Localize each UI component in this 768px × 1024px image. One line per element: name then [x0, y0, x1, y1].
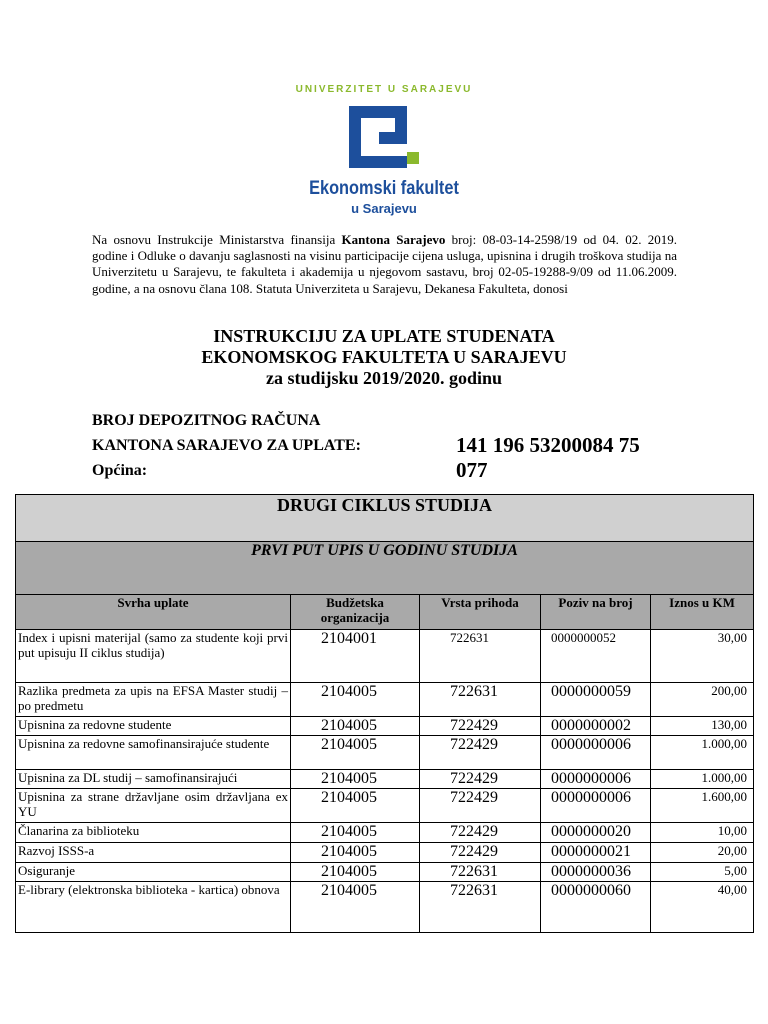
revenue-cell: 722631 [420, 683, 541, 717]
purpose-cell: Članarina za biblioteku [16, 823, 291, 843]
revenue-cell: 722429 [420, 736, 541, 770]
account-label-2: KANTONA SARAJEVO ZA UPLATE: [92, 437, 361, 454]
reference-cell: 0000000006 [541, 789, 651, 823]
amount-cell: 1.600,00 [651, 789, 754, 823]
reference-cell: 0000000006 [541, 736, 651, 770]
account-label-1: BROJ DEPOZITNOG RAČUNA [92, 412, 321, 429]
org-cell: 2104005 [291, 717, 420, 736]
header-purpose: Svrha uplate [16, 595, 291, 630]
table-row [16, 770, 754, 789]
org-cell: 2104005 [291, 863, 420, 882]
purpose-cell: Upisnina za redovne samofinansirajuće studente [16, 736, 291, 770]
purpose-cell: E-library (elektronska biblioteka - kartica) obnova [16, 882, 291, 933]
org-cell: 2104005 [291, 823, 420, 843]
payment-table [15, 494, 754, 933]
revenue-cell: 722429 [420, 823, 541, 843]
reference-cell: 0000000036 [541, 863, 651, 882]
amount-cell: 20,00 [651, 843, 754, 863]
municipality-code: 077 [456, 458, 488, 482]
header-org: Budžetska organizacija [291, 595, 420, 630]
intro-bold: Kantona Sarajevo [341, 232, 446, 247]
table-row [16, 863, 754, 882]
revenue-cell: 722429 [420, 789, 541, 823]
title-line-1: INSTRUKCIJU ZA UPLATE STUDENATA [213, 326, 555, 346]
table-row [16, 630, 754, 683]
reference-cell: 0000000006 [541, 770, 651, 789]
purpose-cell: Upisnina za DL studij – samofinansirajući [16, 770, 291, 789]
amount-cell: 30,00 [651, 630, 754, 683]
reference-cell: 0000000052 [541, 630, 651, 683]
org-cell: 2104005 [291, 736, 420, 770]
org-cell: 2104005 [291, 770, 420, 789]
revenue-cell: 722429 [420, 770, 541, 789]
reference-cell: 0000000021 [541, 843, 651, 863]
org-cell: 2104001 [291, 630, 420, 683]
amount-cell: 40,00 [651, 882, 754, 933]
table-row [16, 736, 754, 770]
faculty-name: Ekonomski fakultet [309, 178, 459, 199]
revenue-cell: 722631 [420, 630, 541, 683]
intro-text-2: broj: 08-03-14-2598/19 od 04. 02. 2019. godine i Odluke o davanju saglasnosti na visinu participacije cijena usluga, upisnina i drugih troškova studija na Univerzitetu u Sarajevu, te fakulteta i akademija u njegovom sastavu, broj 02-05-19288-9/09 od 11.06.2009. godine, a na osnovu člana 108. Statuta Univerziteta u Sarajevu, Dekanesa Fakulteta, donosi [92, 232, 678, 296]
amount-cell: 1.000,00 [651, 770, 754, 789]
header-row [16, 595, 754, 630]
amount-cell: 5,00 [651, 863, 754, 882]
subsection-title: PRVI PUT UPIS U GODINU STUDIJA [16, 542, 754, 595]
table-row [16, 823, 754, 843]
title-line-3: za studijsku 2019/2020. godinu [265, 368, 503, 388]
intro-text-1: Na osnovu Instrukcije Ministarstva finansija [92, 232, 342, 247]
purpose-cell: Index i upisni materijal (samo za studente koji prvi put upisuju II ciklus studija) [16, 630, 291, 683]
account-number: 141 196 53200084 75 [456, 433, 640, 457]
reference-cell: 0000000002 [541, 717, 651, 736]
faculty-city: u Sarajevu [351, 201, 417, 216]
purpose-cell: Upisnina za strane državljane osim državljana ex YU [16, 789, 291, 823]
faculty-logo-icon [349, 106, 421, 168]
amount-cell: 1.000,00 [651, 736, 754, 770]
revenue-cell: 722429 [420, 843, 541, 863]
org-cell: 2104005 [291, 882, 420, 933]
subsection-row [16, 542, 754, 595]
university-name: UNIVERZITET U SARAJEVU [295, 84, 473, 95]
purpose-cell: Upisnina za redovne studente [16, 717, 291, 736]
table-row [16, 789, 754, 823]
table-row [16, 843, 754, 863]
purpose-cell: Osiguranje [16, 863, 291, 882]
section-title: DRUGI CIKLUS STUDIJA [16, 495, 754, 542]
revenue-cell: 722631 [420, 863, 541, 882]
table-row [16, 717, 754, 736]
purpose-cell: Razvoj ISSS-a [16, 843, 291, 863]
amount-cell: 10,00 [651, 823, 754, 843]
title-line-2: EKONOMSKOG FAKULTETA U SARAJEVU [201, 347, 567, 367]
revenue-cell: 722429 [420, 717, 541, 736]
purpose-cell: Razlika predmeta za upis na EFSA Master studij – po predmetu [16, 683, 291, 717]
reference-cell: 0000000059 [541, 683, 651, 717]
header-reference: Poziv na broj [541, 595, 651, 630]
section-row [16, 495, 754, 542]
org-cell: 2104005 [291, 789, 420, 823]
table-row [16, 683, 754, 717]
municipality-label: Općina: [92, 462, 148, 479]
org-cell: 2104005 [291, 843, 420, 863]
revenue-cell: 722631 [420, 882, 541, 933]
reference-cell: 0000000020 [541, 823, 651, 843]
intro-paragraph [92, 232, 677, 297]
amount-cell: 130,00 [651, 717, 754, 736]
header-revenue: Vrsta prihoda [420, 595, 541, 630]
reference-cell: 0000000060 [541, 882, 651, 933]
document-title [0, 326, 768, 389]
amount-cell: 200,00 [651, 683, 754, 717]
header-amount: Iznos u KM [651, 595, 754, 630]
org-cell: 2104005 [291, 683, 420, 717]
table-row [16, 882, 754, 933]
